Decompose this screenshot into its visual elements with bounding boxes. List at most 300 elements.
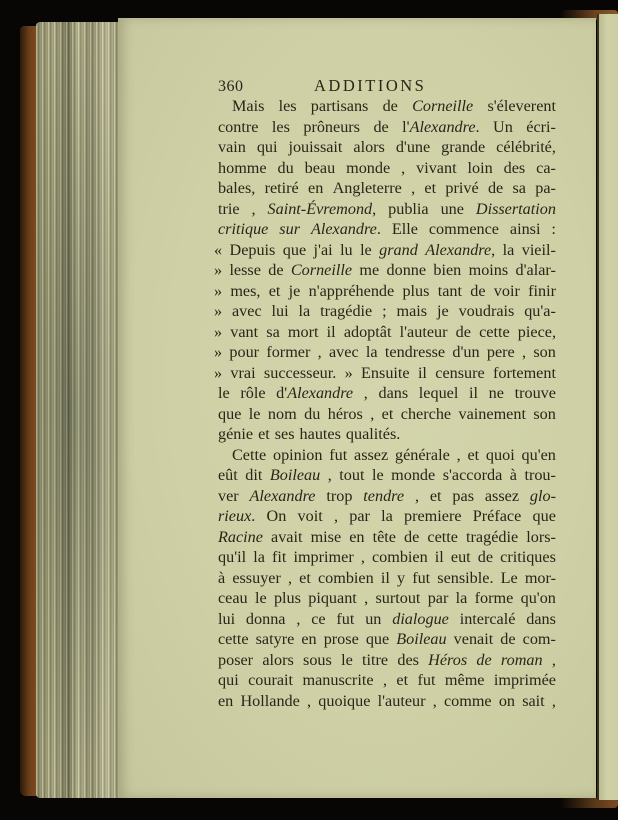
word: eût bbox=[218, 466, 238, 484]
word: , bbox=[551, 691, 556, 710]
word: dialogue bbox=[392, 609, 449, 628]
word: commence bbox=[428, 220, 499, 238]
word: donna bbox=[245, 609, 286, 628]
word: vain bbox=[218, 138, 246, 156]
text-line bbox=[218, 588, 556, 609]
word: Héros bbox=[428, 650, 468, 669]
word: premiere bbox=[404, 507, 462, 525]
word: Racine bbox=[218, 527, 263, 546]
word: sa bbox=[266, 322, 280, 341]
word: trie bbox=[218, 199, 240, 218]
word: en bbox=[218, 691, 234, 710]
word: Angleterre bbox=[332, 179, 402, 197]
word: Boileau bbox=[396, 630, 447, 648]
text-line bbox=[218, 424, 556, 445]
word: » bbox=[214, 302, 223, 320]
word: ; bbox=[382, 302, 387, 320]
word: et bbox=[424, 179, 437, 197]
word: , bbox=[401, 158, 406, 177]
word: Alexandre bbox=[249, 486, 316, 505]
word: Corneille bbox=[412, 97, 474, 115]
word: imprimée bbox=[493, 671, 556, 689]
word: voudrais bbox=[458, 302, 515, 320]
word: Un bbox=[493, 117, 513, 136]
word: titre bbox=[362, 650, 389, 669]
word: son bbox=[533, 404, 556, 423]
word: sous bbox=[303, 650, 332, 669]
running-title: ADDITIONS bbox=[314, 76, 427, 95]
word: que bbox=[365, 630, 390, 648]
word: trou- bbox=[524, 466, 556, 484]
word: Cette bbox=[232, 445, 267, 464]
text-line bbox=[218, 506, 556, 527]
word: Hollande bbox=[240, 691, 300, 710]
word: mor- bbox=[524, 568, 556, 587]
word: prose bbox=[323, 630, 359, 648]
word: , bbox=[364, 589, 369, 607]
text-line bbox=[218, 650, 556, 671]
text-line bbox=[214, 342, 556, 363]
text-line bbox=[218, 96, 556, 117]
text-line bbox=[218, 404, 556, 425]
word: » bbox=[214, 363, 223, 382]
word: je bbox=[288, 281, 301, 300]
word: , bbox=[522, 343, 527, 361]
facing-page-edge bbox=[597, 14, 618, 800]
word: de bbox=[477, 548, 494, 566]
word: il bbox=[326, 322, 336, 341]
word: lequel bbox=[418, 384, 459, 402]
word: fortement bbox=[493, 363, 556, 382]
word: son bbox=[533, 343, 556, 361]
word: par bbox=[427, 589, 449, 607]
word: fut bbox=[336, 609, 355, 628]
text-line bbox=[214, 363, 556, 384]
word: critique bbox=[218, 220, 269, 238]
word: sensible. bbox=[437, 568, 494, 587]
word: les bbox=[271, 117, 290, 136]
word: quoi bbox=[485, 445, 515, 464]
word: qu'il bbox=[218, 548, 247, 566]
word: lors- bbox=[526, 527, 556, 546]
word: loin bbox=[467, 158, 493, 177]
word: vant bbox=[230, 322, 259, 341]
body-lines bbox=[214, 96, 556, 711]
running-head bbox=[218, 76, 556, 96]
word: nom bbox=[267, 404, 297, 423]
word: sa bbox=[512, 179, 526, 197]
word: hautes bbox=[299, 425, 341, 443]
word: assez bbox=[484, 486, 520, 505]
word: pa- bbox=[535, 179, 556, 197]
word: censure bbox=[435, 363, 485, 382]
word: et bbox=[396, 671, 409, 689]
word: privé bbox=[445, 179, 479, 197]
word: ne bbox=[488, 384, 504, 402]
word: avait bbox=[271, 527, 303, 546]
text-line bbox=[218, 445, 556, 466]
word: dit bbox=[245, 466, 263, 484]
word: plus bbox=[402, 281, 430, 300]
word: ceau bbox=[218, 589, 248, 607]
page-edges-stack bbox=[36, 22, 128, 798]
word: , bbox=[360, 548, 365, 566]
word: fut bbox=[412, 568, 431, 587]
text-line bbox=[218, 486, 556, 507]
word: la bbox=[298, 302, 311, 320]
word: , bbox=[363, 384, 368, 402]
word: le bbox=[218, 384, 230, 402]
word: mais bbox=[396, 302, 428, 320]
text-line bbox=[218, 568, 556, 589]
word: tête bbox=[372, 527, 396, 546]
word: dans bbox=[378, 384, 409, 402]
word: dans bbox=[526, 609, 556, 628]
word: eut bbox=[450, 548, 471, 566]
word: piece, bbox=[517, 322, 556, 341]
word: n'appréhende bbox=[308, 281, 395, 300]
text-line bbox=[214, 281, 556, 302]
word: qu'on bbox=[520, 589, 556, 607]
text-line bbox=[218, 199, 556, 220]
word: d'alar- bbox=[515, 261, 556, 279]
word: partisans bbox=[310, 97, 369, 115]
word: écri- bbox=[526, 117, 556, 136]
word: glo- bbox=[529, 486, 556, 505]
word: le bbox=[254, 589, 267, 607]
word: plus bbox=[273, 589, 301, 607]
text-line bbox=[214, 301, 556, 322]
word: former bbox=[266, 343, 311, 361]
word: des bbox=[397, 650, 419, 669]
word: alors bbox=[262, 650, 294, 669]
word: successeur. bbox=[263, 363, 337, 382]
word: de bbox=[500, 630, 516, 648]
word: du bbox=[304, 404, 321, 423]
text-line bbox=[218, 383, 556, 404]
word: on bbox=[498, 691, 515, 710]
word: que bbox=[532, 507, 556, 525]
text-line bbox=[214, 260, 556, 281]
word: » bbox=[214, 322, 223, 341]
word: tragédie bbox=[466, 527, 519, 546]
word: en bbox=[308, 179, 324, 197]
word: vieil- bbox=[521, 240, 556, 259]
word: du bbox=[277, 158, 294, 177]
word: voir bbox=[493, 281, 520, 300]
word: l'auteur bbox=[399, 322, 448, 341]
word: et bbox=[381, 404, 394, 423]
word: mort bbox=[287, 322, 319, 341]
word: l'Alexandre. bbox=[402, 117, 480, 136]
word: une bbox=[440, 199, 464, 218]
word: Depuis bbox=[229, 240, 276, 259]
word: cherche bbox=[400, 404, 452, 423]
text-line bbox=[214, 240, 556, 261]
word: un bbox=[365, 609, 382, 628]
word: qu'a- bbox=[524, 302, 556, 320]
text-line bbox=[218, 219, 556, 240]
word: de bbox=[470, 281, 486, 300]
word: que bbox=[282, 240, 307, 259]
word: manuscrite bbox=[302, 671, 374, 689]
word: de bbox=[373, 117, 389, 136]
word: rieux. bbox=[218, 507, 256, 525]
word: fit bbox=[271, 548, 287, 566]
word: le bbox=[360, 240, 372, 259]
word: tout bbox=[339, 466, 365, 484]
text-line bbox=[218, 178, 556, 199]
word: les bbox=[278, 97, 297, 115]
word: j'ai bbox=[313, 240, 333, 259]
word: de bbox=[455, 322, 471, 341]
word: bales, bbox=[218, 179, 256, 197]
word: : bbox=[551, 220, 556, 238]
word: surtout bbox=[375, 589, 421, 607]
word: et bbox=[429, 486, 442, 505]
word: lui bbox=[218, 609, 236, 628]
word: contre bbox=[218, 117, 259, 136]
word: génie bbox=[218, 425, 254, 443]
word: , bbox=[327, 466, 332, 484]
word: Boileau bbox=[269, 466, 321, 484]
word: , bbox=[307, 691, 312, 710]
text-line bbox=[218, 117, 556, 138]
word: rôle bbox=[240, 384, 266, 402]
word: » bbox=[214, 343, 223, 361]
word: ce bbox=[311, 609, 326, 628]
word: lesse bbox=[229, 261, 261, 279]
word: Mais bbox=[232, 97, 265, 115]
word: lu bbox=[340, 240, 353, 259]
word: la bbox=[455, 589, 468, 607]
text-line bbox=[214, 322, 556, 343]
word: monde bbox=[346, 158, 391, 177]
text-line bbox=[218, 609, 556, 630]
word: même bbox=[444, 671, 485, 689]
word: vainement bbox=[458, 404, 526, 423]
word: grand bbox=[379, 240, 418, 259]
word: piquant bbox=[308, 589, 357, 607]
word: la bbox=[253, 548, 265, 566]
word: critiques bbox=[500, 548, 556, 566]
word: s'éleverent bbox=[487, 97, 556, 115]
word: je bbox=[436, 302, 449, 320]
word: » bbox=[344, 363, 353, 382]
word: de bbox=[476, 650, 492, 669]
page-number: 360 bbox=[218, 78, 244, 95]
word: imprimer bbox=[293, 548, 354, 566]
word: trouve bbox=[514, 384, 556, 402]
text-line bbox=[218, 137, 556, 158]
word: à bbox=[218, 568, 226, 587]
word: On bbox=[266, 507, 287, 525]
text-line bbox=[218, 691, 556, 712]
word: la bbox=[502, 240, 515, 259]
word: la bbox=[365, 343, 378, 361]
text-line bbox=[218, 465, 556, 486]
text-line bbox=[218, 629, 556, 650]
word: héros bbox=[327, 404, 363, 423]
word: et bbox=[467, 445, 480, 464]
word: donne bbox=[386, 261, 427, 279]
word: de bbox=[382, 97, 398, 115]
word: cette bbox=[479, 322, 510, 341]
word: , bbox=[411, 179, 416, 197]
word: Elle bbox=[391, 220, 418, 238]
word: cette bbox=[427, 527, 458, 546]
word: Alexandre. bbox=[310, 220, 381, 238]
word: des bbox=[503, 158, 526, 177]
word: pour bbox=[229, 343, 260, 361]
word: venait bbox=[453, 630, 494, 648]
word: ainsi bbox=[509, 220, 541, 238]
word: ses bbox=[274, 425, 295, 443]
word: générale bbox=[394, 445, 450, 464]
word: d'une bbox=[395, 138, 431, 156]
word: pere bbox=[486, 343, 515, 361]
word: pas bbox=[452, 486, 474, 505]
word: monde bbox=[391, 466, 436, 484]
word: , bbox=[456, 445, 461, 464]
word: prôneurs bbox=[303, 117, 360, 136]
word: courait bbox=[248, 671, 294, 689]
word: mise bbox=[310, 527, 342, 546]
word: beau bbox=[304, 158, 336, 177]
word: , bbox=[382, 671, 387, 689]
word: trop bbox=[326, 486, 353, 505]
word: le bbox=[248, 404, 261, 423]
page-text-block bbox=[214, 76, 556, 711]
word: tragédie bbox=[320, 302, 373, 320]
word: sur bbox=[279, 220, 300, 238]
word: en bbox=[349, 527, 365, 546]
word: le bbox=[371, 466, 384, 484]
word: alors bbox=[353, 138, 385, 156]
word: combien bbox=[317, 568, 374, 587]
word: grande bbox=[441, 138, 486, 156]
word: mes, bbox=[230, 281, 261, 300]
word: opinion bbox=[272, 445, 323, 464]
word: cette bbox=[218, 630, 249, 648]
word: , bbox=[287, 568, 293, 587]
word: il bbox=[417, 363, 427, 382]
word: avec bbox=[231, 302, 262, 320]
word: moins bbox=[468, 261, 509, 279]
word: adoptât bbox=[343, 322, 392, 341]
word: tant bbox=[437, 281, 462, 300]
word: roman bbox=[500, 650, 543, 669]
word: il bbox=[469, 384, 479, 402]
word: , bbox=[370, 404, 375, 423]
word: fut bbox=[329, 445, 348, 464]
word: qualités. bbox=[345, 425, 401, 443]
word: Préface bbox=[472, 507, 522, 525]
word: sait bbox=[522, 691, 545, 710]
word: s'accorda bbox=[442, 466, 503, 484]
word: com- bbox=[522, 630, 556, 648]
word: jouissait bbox=[288, 138, 343, 156]
word: finir bbox=[528, 281, 556, 300]
word: y bbox=[396, 568, 406, 587]
word: tendre bbox=[363, 486, 405, 505]
word: lui bbox=[271, 302, 289, 320]
word: , bbox=[317, 343, 322, 361]
word: bien bbox=[433, 261, 462, 279]
word: combien bbox=[371, 548, 428, 566]
word: il bbox=[434, 548, 444, 566]
word: retiré bbox=[264, 179, 299, 197]
word: homme bbox=[218, 158, 267, 177]
word: satyre bbox=[255, 630, 295, 648]
word: , bbox=[432, 691, 437, 710]
text-line bbox=[218, 547, 556, 568]
word: la bbox=[381, 507, 393, 525]
word: célébrité, bbox=[496, 138, 556, 156]
word: assez bbox=[354, 445, 389, 464]
word: , bbox=[251, 199, 256, 218]
word: ca- bbox=[536, 158, 556, 177]
word: Saint-Évremond, bbox=[267, 199, 377, 218]
word: qui bbox=[218, 671, 239, 689]
word: quoique bbox=[318, 691, 371, 710]
word: et bbox=[299, 568, 311, 587]
word: Le bbox=[500, 568, 518, 587]
word: l'auteur bbox=[377, 691, 426, 710]
word: Corneille bbox=[290, 261, 353, 279]
word: et bbox=[268, 281, 281, 300]
word: d'Alexandre bbox=[276, 384, 354, 402]
word: forme bbox=[474, 589, 514, 607]
word: publia bbox=[388, 199, 429, 218]
word: en bbox=[301, 630, 317, 648]
text-line bbox=[218, 158, 556, 179]
word: vrai bbox=[230, 363, 256, 382]
word: fut bbox=[417, 671, 436, 689]
text-line bbox=[218, 670, 556, 691]
word: de bbox=[268, 261, 284, 279]
word: comme bbox=[443, 691, 492, 710]
text-line bbox=[218, 527, 556, 548]
word: de bbox=[404, 527, 420, 546]
word: Ensuite bbox=[361, 363, 410, 382]
word: de bbox=[487, 179, 504, 197]
word: » bbox=[214, 281, 223, 300]
word: voit bbox=[297, 507, 323, 525]
word: il bbox=[380, 568, 390, 587]
word: avec bbox=[328, 343, 359, 361]
word: , bbox=[414, 486, 419, 505]
word: que bbox=[218, 404, 242, 423]
word: intercalé bbox=[459, 609, 516, 628]
word: à bbox=[509, 466, 517, 484]
word: qui bbox=[256, 138, 278, 156]
word: d'un bbox=[452, 343, 480, 361]
word: , bbox=[333, 507, 338, 525]
word: qu'en bbox=[521, 445, 556, 464]
word: , bbox=[296, 609, 301, 628]
word: « bbox=[214, 240, 223, 259]
word: essuyer bbox=[232, 568, 281, 587]
word: poser bbox=[218, 650, 254, 669]
word: tendresse bbox=[384, 343, 446, 361]
word: Dissertation bbox=[475, 199, 556, 218]
word: , bbox=[551, 650, 556, 669]
word: le bbox=[341, 650, 353, 669]
word: » bbox=[214, 261, 223, 279]
word: me bbox=[359, 261, 380, 279]
word: et bbox=[258, 425, 270, 443]
